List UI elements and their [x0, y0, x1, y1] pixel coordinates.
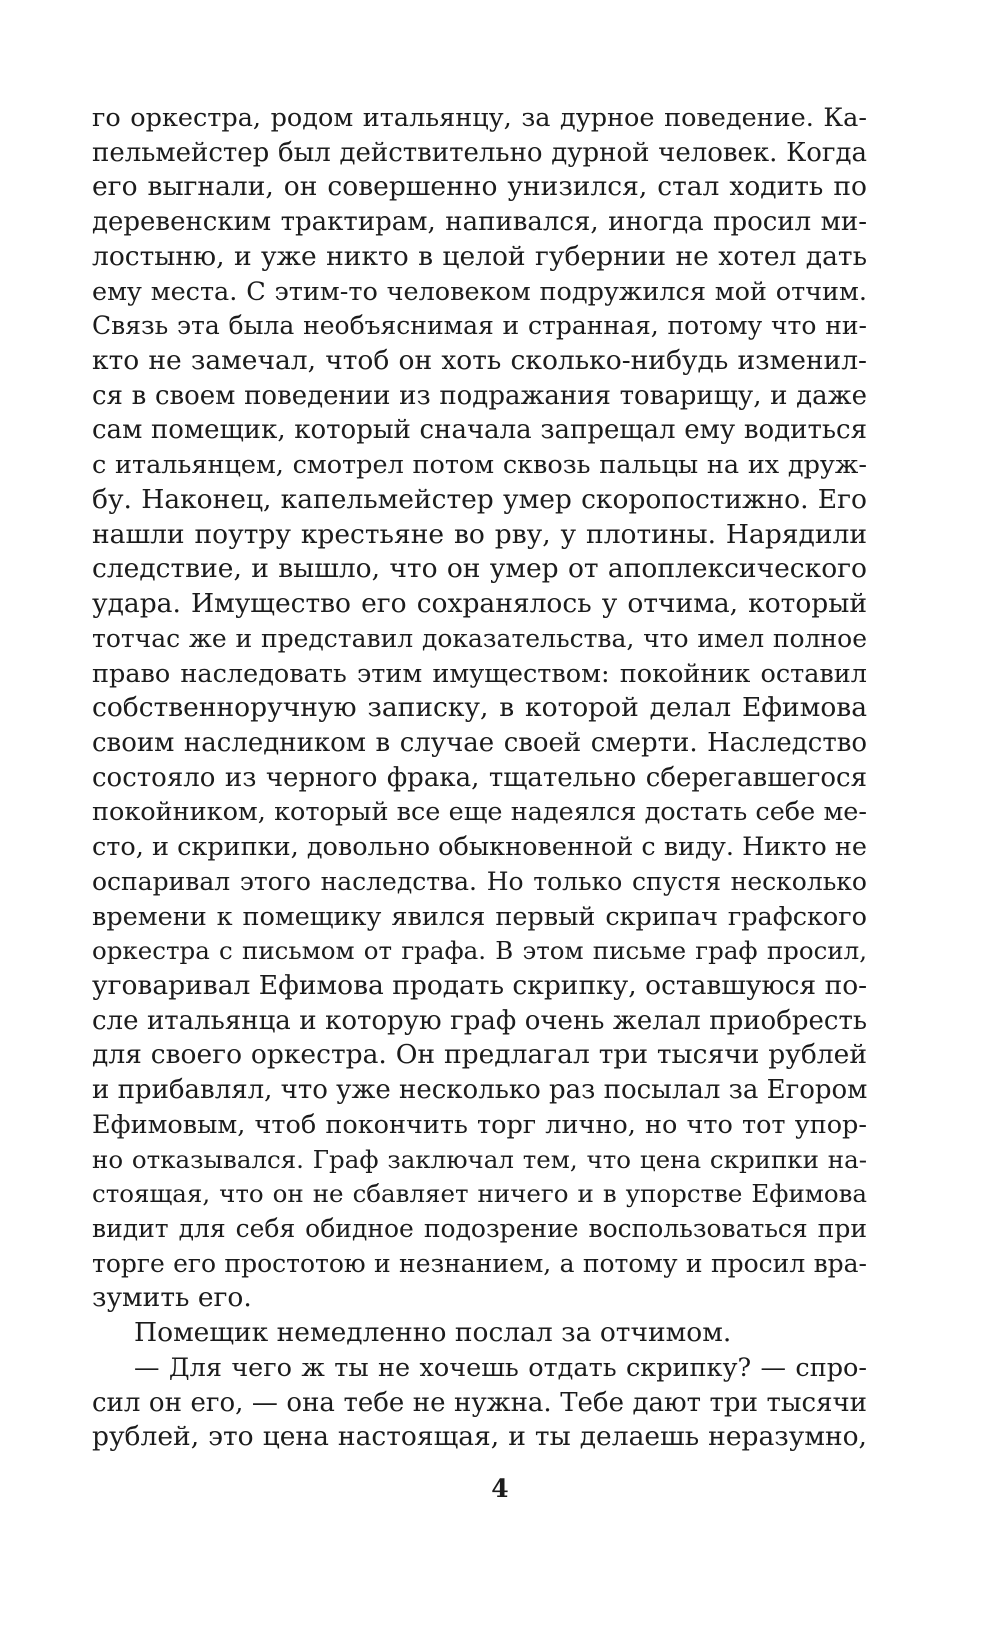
text-line: право наследовать этим имуществом: покойник оставил: [92, 658, 867, 689]
text-line: для своего оркестра. Он предлагал три тысячи рублей: [92, 1039, 867, 1071]
text-line: удара. Имущество его сохранялось у отчима, который: [92, 588, 867, 620]
text-line: сам помещик, который сначала запрещал ему водиться: [92, 415, 867, 446]
text-line: Помещик немедленно послал за отчимом.: [134, 1317, 732, 1349]
text-line: сле итальянца и которую граф очень желал приобресть: [92, 1005, 867, 1036]
text-line: рублей, это цена настоящая, и ты делаешь неразумно,: [92, 1421, 867, 1453]
text-line: собственноручную записку, в которой делал Ефимова: [92, 692, 867, 724]
text-line: нашли поутру крестьяне во рву, у плотины. Нарядили: [92, 518, 867, 550]
text-line: его выгнали, он совершенно унизился, стал ходить по: [92, 171, 867, 203]
text-line: покойником, который все еще надеялся достать себе ме-: [92, 797, 867, 828]
text-line: тотчас же и представил доказательства, что имел полное: [92, 623, 867, 653]
text-line: своим наследником в случае своей смерти. Наследство: [92, 727, 867, 758]
text-line: видит для себя обидное подозрение воспользоваться при: [92, 1214, 867, 1243]
text-line: лостыню, и уже никто в целой губернии не хотел дать: [92, 240, 867, 272]
text-line: зумить его.: [92, 1282, 252, 1314]
text-line: оспаривал этого наследства. Но только спустя несколько: [92, 866, 867, 896]
text-line: деревенским трактирам, напивался, иногда просил ми-: [92, 207, 867, 238]
text-line: сто, и скрипки, довольно обыкновенной с виду. Никто не: [92, 832, 867, 863]
text-line: и прибавлял, что уже несколько раз посылал за Егором: [92, 1075, 868, 1106]
page-number: 4: [491, 1474, 509, 1503]
text-line: времени к помещику явился первый скрипач графского: [92, 901, 867, 932]
text-line: оркестра с письмом от графа. В этом письме граф просил,: [92, 936, 867, 966]
text-line: Связь эта была необъяснимая и странная, потому что ни-: [92, 311, 867, 341]
text-line: — Для чего ж ты не хочешь отдать скрипку? — спро-: [134, 1352, 867, 1383]
text-line: торге его простотою и незнанием, а потому и просил вра-: [92, 1248, 867, 1278]
text-line: но отказывался. Граф заключал тем, что цена скрипки на-: [92, 1144, 867, 1174]
text-line: следствие, и вышло, что он умер от апоплексического: [92, 553, 867, 585]
body-text: [92, 101, 867, 1455]
text-line: состояло из черного фрака, тщательно сберегавшегося: [92, 762, 867, 793]
text-line: пельмейстер был действительно дурной человек. Когда: [92, 137, 867, 168]
text-line: сил он его, — она тебе не нужна. Тебе дают три тысячи: [92, 1387, 867, 1418]
text-line: уговаривал Ефимова продать скрипку, оставшуюся по-: [92, 969, 868, 1001]
text-line: бу. Наконец, капельмейстер умер скоропостижно. Его: [92, 483, 867, 515]
text-line: стоящая, что он не сбавляет ничего и в упорстве Ефимова: [92, 1179, 867, 1209]
text-line: кто не замечал, чтоб он хоть сколько-нибудь изменил-: [92, 345, 867, 377]
text-line: го оркестра, родом итальянцу, за дурное поведение. Ка-: [92, 103, 867, 133]
text-line: ся в своем поведении из подражания товарищу, и даже: [92, 380, 867, 411]
text-line: Ефимовым, чтоб покончить торг лично, но что тот упор-: [92, 1109, 867, 1140]
text-line: ему места. С этим-то человеком подружился мой отчим.: [92, 276, 867, 307]
text-line: с итальянцем, смотрел потом сквозь пальцы на их друж-: [92, 450, 867, 481]
